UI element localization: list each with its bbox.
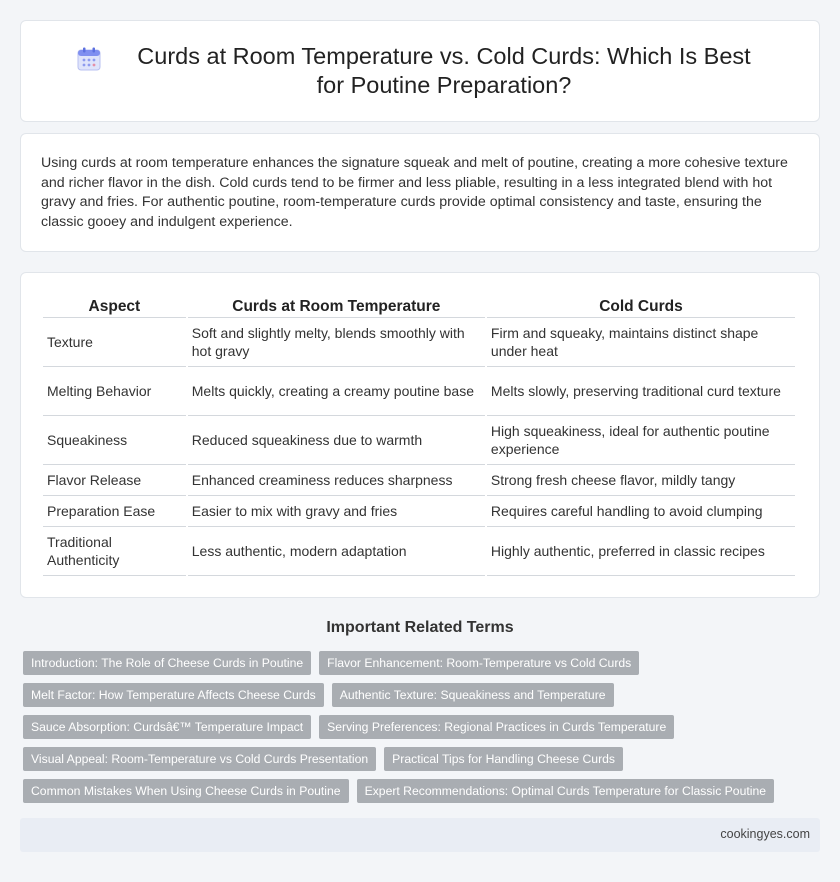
comparison-table xyxy=(41,295,797,576)
table-cell: Melts slowly, preserving traditional curd texture xyxy=(487,367,795,416)
table-cell: Preparation Ease xyxy=(43,496,186,527)
related-term-tag[interactable]: Common Mistakes When Using Cheese Curds in Poutine xyxy=(23,779,349,803)
related-term-tag[interactable]: Sauce Absorption: Curdsâ€™ Temperature Impact xyxy=(23,715,311,739)
table-cell: Squeakiness xyxy=(43,416,186,465)
table-cell: Easier to mix with gravy and fries xyxy=(188,496,485,527)
table-cell: Reduced squeakiness due to warmth xyxy=(188,416,485,465)
table-row xyxy=(43,416,795,465)
table-cell: Less authentic, modern adaptation xyxy=(188,527,485,576)
related-term-tag[interactable]: Melt Factor: How Temperature Affects Cheese Curds xyxy=(23,683,324,707)
column-header: Cold Curds xyxy=(487,295,795,318)
related-term-tag[interactable]: Flavor Enhancement: Room-Temperature vs Cold Curds xyxy=(319,651,639,675)
table-cell: Strong fresh cheese flavor, mildly tangy xyxy=(487,465,795,496)
calendar-icon xyxy=(76,46,102,72)
table-row xyxy=(43,465,795,496)
page-title: Curds at Room Temperature vs. Cold Curds: Which Is Best for Poutine Preparation? xyxy=(137,43,751,98)
table-row xyxy=(43,527,795,576)
title-card xyxy=(20,20,820,122)
intro-card xyxy=(20,133,820,252)
related-term-tag[interactable]: Introduction: The Role of Cheese Curds in Poutine xyxy=(23,651,311,675)
table-cell: Melts quickly, creating a creamy poutine base xyxy=(188,367,485,416)
table-cell: High squeakiness, ideal for authentic poutine experience xyxy=(487,416,795,465)
table-cell: Soft and slightly melty, blends smoothly with hot gravy xyxy=(188,318,485,367)
site-name[interactable]: cookingyes.com xyxy=(720,827,810,841)
table-row xyxy=(43,367,795,416)
related-term-tag[interactable]: Expert Recommendations: Optimal Curds Temperature for Classic Poutine xyxy=(357,779,774,803)
intro-paragraph: Using curds at room temperature enhances the signature squeak and melt of poutine, creating a more cohesive texture and richer flavor in the dish. Cold curds tend to be firmer and less pliable, resulting in a less integrated blend with hot gravy and fries. For authentic poutine, room-temperature curds provide optimal consistency and taste, ensuring the classic gooey and indulgent experience. xyxy=(41,155,788,230)
table-cell: Melting Behavior xyxy=(43,367,186,416)
table-row xyxy=(43,318,795,367)
related-terms-heading: Important Related Terms xyxy=(326,619,514,636)
related-term-tag[interactable]: Visual Appeal: Room-Temperature vs Cold Curds Presentation xyxy=(23,747,376,771)
table-cell: Enhanced creaminess reduces sharpness xyxy=(188,465,485,496)
table-cell: Requires careful handling to avoid clumping xyxy=(487,496,795,527)
column-header: Aspect xyxy=(43,295,186,318)
table-cell: Traditional Authenticity xyxy=(43,527,186,576)
related-terms-list xyxy=(23,651,819,811)
table-cell: Highly authentic, preferred in classic recipes xyxy=(487,527,795,576)
table-cell: Firm and squeaky, maintains distinct shape under heat xyxy=(487,318,795,367)
column-header: Curds at Room Temperature xyxy=(188,295,485,318)
table-row xyxy=(43,496,795,527)
table-cell: Texture xyxy=(43,318,186,367)
footer-bar xyxy=(20,818,820,852)
related-term-tag[interactable]: Serving Preferences: Regional Practices in Curds Temperature xyxy=(319,715,674,739)
comparison-card xyxy=(20,272,820,598)
table-cell: Flavor Release xyxy=(43,465,186,496)
related-term-tag[interactable]: Practical Tips for Handling Cheese Curds xyxy=(384,747,623,771)
table-header-row xyxy=(43,295,795,318)
related-term-tag[interactable]: Authentic Texture: Squeakiness and Temperature xyxy=(332,683,614,707)
